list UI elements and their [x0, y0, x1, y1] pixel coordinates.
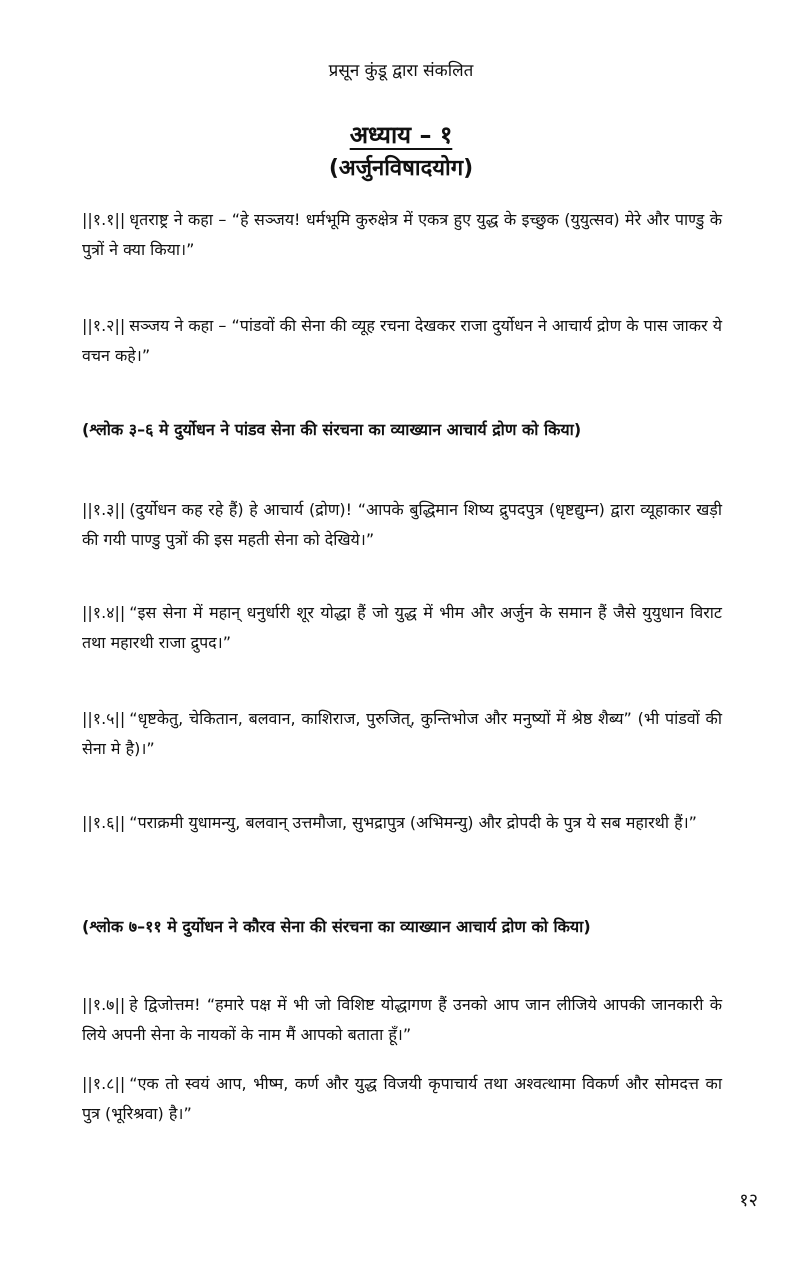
verse-1-1: [82, 205, 722, 265]
verse-text: “एक तो स्वयं आप, भीष्म, कर्ण और युद्ध विजयी कृपाचार्य तथा अश्वत्थामा विकर्ण और सोमदत्त का पुत्र (भूरिश्रवा) है।”: [82, 1074, 722, 1123]
verse-text: “धृष्टकेतु, चेकितान, बलवान, काशिराज, पुरुजित्, कुन्तिभोज और मनुष्यों में श्रेष्ठ शैब्य” (भी पांडवों की सेना मे है)।”: [82, 709, 722, 758]
verse-ref: ||१.३||: [82, 500, 126, 519]
page-header: प्रसून कुंडू द्वारा संकलित: [328, 61, 474, 81]
verse-text: (दुर्योधन कह रहे हैं) हे आचार्य (द्रोण)! “आपके बुद्धिमान शिष्य द्रुपदपुत्र (धृष्टद्युम्न) द्वारा व्यूहाकार खड़ी की गयी पाण्डु पुत्रों की इस महती सेना को देखिये।”: [82, 500, 722, 549]
chapter-subtitle: (अर्जुनविषादयोग): [328, 156, 474, 181]
verse-text: “इस सेना में महान् धनुर्धारी शूर योद्धा हैं जो युद्ध में भीम और अर्जुन के समान हैं जैसे युयुधान विराट तथा महारथी राजा द्रुपद।”: [82, 603, 722, 652]
verse-ref: ||१.८||: [82, 1074, 126, 1093]
section-note-pandava: (श्लोक ३–६ मे दुर्योधन ने पांडव सेना की संरचना का व्याख्यान आचार्य द्रोण को किया): [82, 420, 582, 439]
verse-1-7: [82, 990, 722, 1050]
verse-text: सञ्जय ने कहा – “पांडवों की सेना की व्यूह रचना देखकर राजा दुर्योधन ने आचार्य द्रोण के पास जाकर ये वचन कहे।”: [82, 316, 722, 365]
verse-1-6: [82, 808, 722, 838]
verse-ref: ||१.५||: [82, 709, 126, 728]
verse-1-3: [82, 495, 722, 555]
verse-text: धृतराष्ट्र ने कहा – “हे सञ्जय! धर्मभूमि कुरुक्षेत्र में एकत्र हुए युद्ध के इच्छुक (युयुत्सव) मेरे और पाण्डु के पुत्रों ने क्या किया।”: [82, 210, 722, 259]
section-note-kaurava: (श्लोक ७–११ मे दुर्योधन ने कौरव सेना की संरचना का व्याख्यान आचार्य द्रोण को किया): [82, 917, 591, 936]
verse-ref: ||१.१||: [82, 210, 126, 229]
verse-1-8: [82, 1069, 722, 1129]
verse-ref: ||१.२||: [82, 316, 126, 335]
page-number: १२: [739, 1190, 758, 1211]
chapter-title: अध्याय – १: [349, 121, 453, 149]
verse-ref: ||१.४||: [82, 603, 126, 622]
verse-1-4: [82, 598, 722, 658]
verse-text: हे द्विजोत्तम! “हमारे पक्ष में भी जो विशिष्ट योद्धागण हैं उनको आप जान लीजिये आपकी जानकारी के लिये अपनी सेना के नायकों के नाम मैं आपको बताता हूँ।”: [82, 995, 722, 1044]
verse-ref: ||१.६||: [82, 813, 126, 832]
verse-1-2: [82, 311, 722, 371]
verse-ref: ||१.७||: [82, 995, 126, 1014]
verse-1-5: [82, 704, 722, 764]
verse-text: “पराक्रमी युधामन्यु, बलवान् उत्तमौजा, सुभद्रापुत्र (अभिमन्यु) और द्रोपदी के पुत्र ये सब महारथी हैं।”: [129, 813, 697, 832]
